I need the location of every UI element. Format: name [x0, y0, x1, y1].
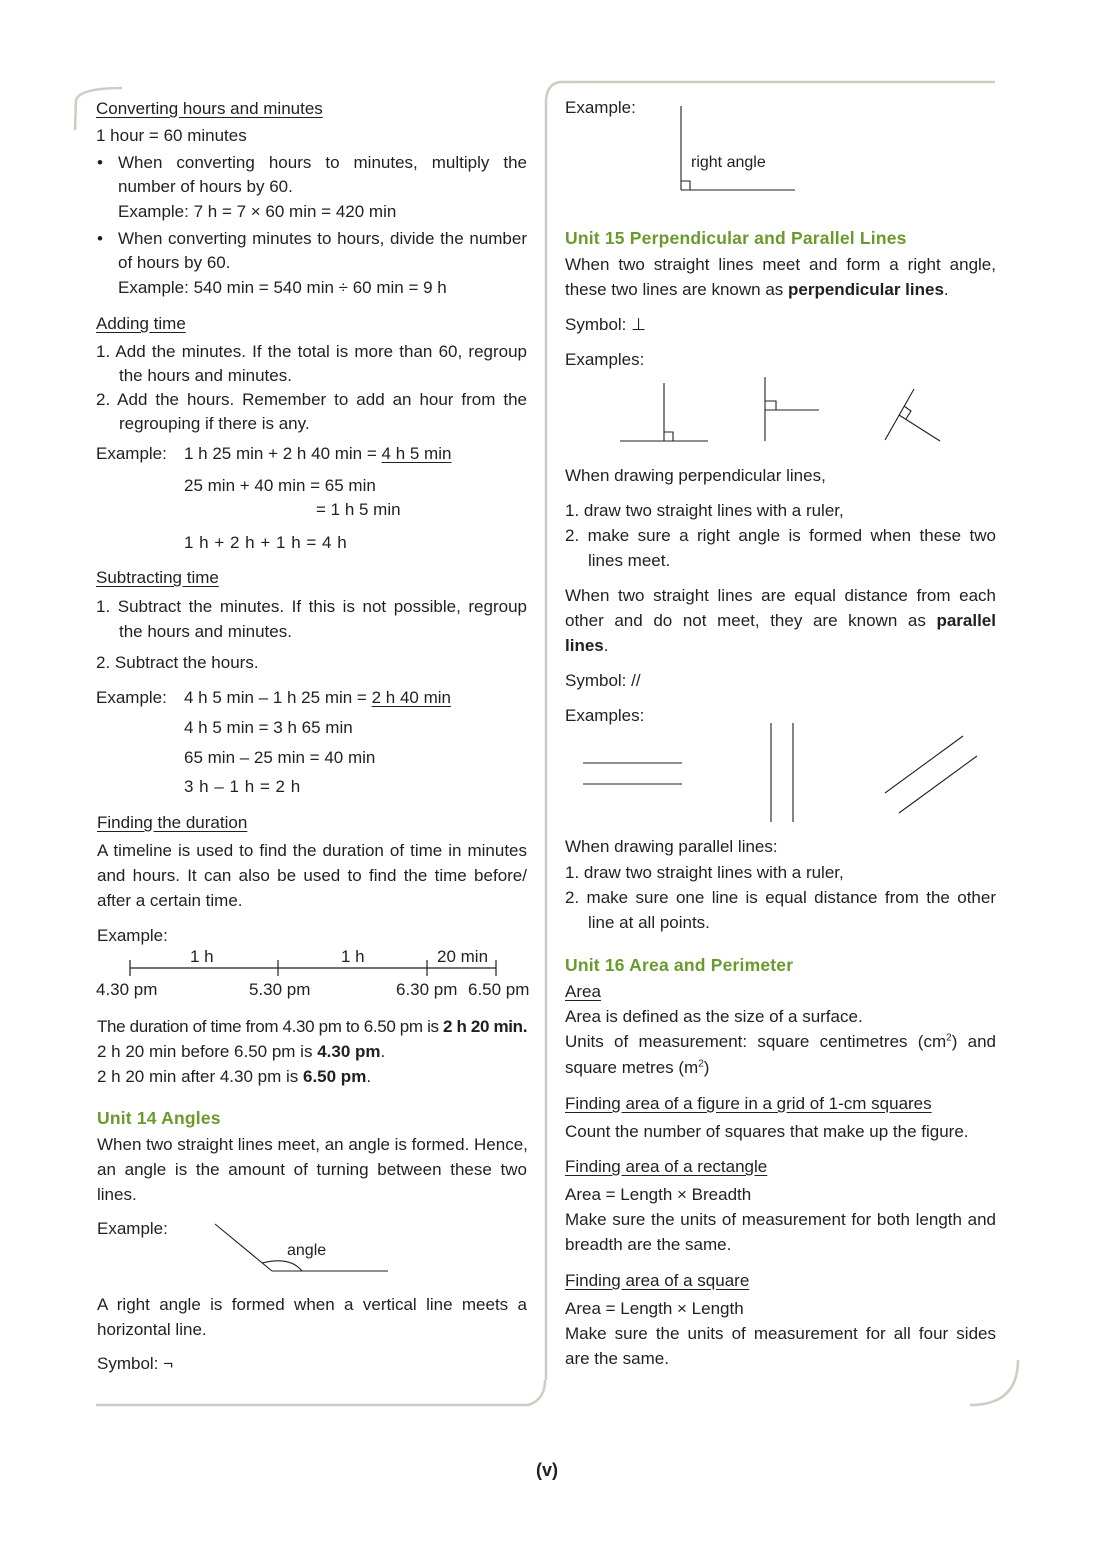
rectangle-area-note-1: Make sure the units of measurement for both length and: [565, 1210, 996, 1229]
converting-bullet-2-line-1: When converting minutes to hours, divide the number: [118, 229, 527, 248]
square-area-heading: Finding area of a square: [565, 1271, 750, 1290]
square-area-note-2: are the same.: [565, 1349, 669, 1368]
parallel-draw-step-1: 1. draw two straight lines with a ruler,: [565, 863, 844, 882]
unit-14-heading: Unit 14 Angles: [97, 1108, 221, 1128]
adding-example-label: Example:: [96, 444, 167, 463]
subtracting-step-1-line-1: 1. Subtract the minutes. If this is not possible, regroup: [96, 597, 527, 616]
rectangle-area-formula: Area = Length × Breadth: [565, 1185, 752, 1204]
converting-bullet-1-line-2: number of hours by 60.: [118, 177, 293, 196]
angle-label: angle: [287, 1242, 327, 1259]
converting-bullet-2-line-2: of hours by 60.: [118, 253, 231, 272]
bullet-icon: •: [97, 153, 103, 172]
subtracting-step-1-line-2: the hours and minutes.: [119, 622, 292, 641]
parallel-draw-step-2-line-2: line at all points.: [588, 913, 710, 932]
subtracting-step-2: 2. Subtract the hours.: [96, 653, 259, 672]
area-heading: Area: [565, 982, 601, 1001]
right-angle-text-2: horizontal line.: [97, 1320, 207, 1339]
angle-example-label: Example:: [97, 1219, 168, 1238]
timeline-time-1: 4.30 pm: [96, 980, 158, 999]
timeline-segment-label-2: 1 h: [341, 947, 365, 966]
square-area-formula: Area = Length × Length: [565, 1299, 744, 1318]
duration-heading: Finding the duration: [97, 813, 248, 832]
right-angle-label: right angle: [691, 154, 766, 171]
grid-area-text: Count the number of squares that make up the figure.: [565, 1122, 969, 1141]
adding-working-3: 1 h + 2 h + 1 h = 4 h: [184, 533, 347, 552]
parallel-draw-intro: When drawing parallel lines:: [565, 837, 778, 856]
adding-example-answer: 4 h 5 min: [381, 444, 452, 463]
adding-step-1-line-1: 1. Add the minutes. If the total is more than 60, regroup: [96, 342, 527, 361]
adding-time-heading: Adding time: [96, 314, 186, 333]
duration-result-1: The duration of time from 4.30 pm to 6.50 pm is 2 h 20 min.: [97, 1017, 528, 1036]
subtracting-working-3: 3 h – 1 h = 2 h: [184, 777, 301, 796]
perpendicular-draw-step-1: 1. draw two straight lines with a ruler,: [565, 501, 844, 520]
unit-15-heading: Unit 15 Perpendicular and Parallel Lines: [565, 228, 907, 248]
duration-result-2: 2 h 20 min before 6.50 pm is 4.30 pm.: [97, 1042, 386, 1061]
perpendicular-draw-intro: When drawing perpendicular lines,: [565, 466, 826, 485]
perpendicular-draw-step-2-line-1: 2. make sure a right angle is formed when these two: [565, 526, 996, 545]
unit-14-text-2: an angle is the amount of turning between these two: [97, 1160, 527, 1179]
converting-heading: Converting hours and minutes: [96, 99, 323, 118]
unit-16-heading: Unit 16 Area and Perimeter: [565, 955, 794, 975]
subtracting-working-1: 4 h 5 min = 3 h 65 min: [184, 718, 353, 737]
unit-14-text-1: When two straight lines meet, an angle is formed. Hence,: [97, 1135, 528, 1154]
timeline-time-2: 5.30 pm: [249, 980, 311, 999]
adding-working-1: 25 min + 40 min = 65 min: [184, 476, 376, 495]
perpendicular-draw-step-2-line-2: lines meet.: [588, 551, 671, 570]
timeline-segment-label-3: 20 min: [437, 947, 489, 966]
grid-area-heading: Finding area of a figure in a grid of 1-cm squares: [565, 1094, 932, 1113]
right-angle-example-label: Example:: [565, 98, 636, 117]
adding-example: 1 h 25 min + 2 h 40 min = 4 h 5 min: [184, 444, 452, 463]
parallel-text-2: other and do not meet, they are known as parallel: [565, 611, 996, 630]
parallel-draw-step-2-line-1: 2. make sure one line is equal distance from the other: [565, 888, 996, 907]
subtracting-working-2: 65 min – 25 min = 40 min: [184, 748, 376, 767]
adding-step-2-line-1: 2. Add the hours. Remember to add an hour from the: [96, 390, 527, 409]
square-area-note-1: Make sure the units of measurement for all four sides: [565, 1324, 996, 1343]
bullet-icon: •: [97, 229, 103, 248]
duration-text-1: A timeline is used to find the duration of time in minutes: [97, 841, 527, 860]
subtracting-example-answer: 2 h 40 min: [371, 688, 451, 707]
right-angle-text-1: A right angle is formed when a vertical line meets a: [97, 1295, 527, 1314]
duration-text-3: after a certain time.: [97, 891, 243, 910]
rectangle-area-heading: Finding area of a rectangle: [565, 1157, 768, 1176]
timeline-time-4: 6.50 pm: [468, 980, 530, 999]
adding-step-1-line-2: the hours and minutes.: [119, 366, 292, 385]
page-number: (v): [536, 1460, 558, 1480]
timeline-segment-label-1: 1 h: [190, 947, 214, 966]
unit-15-text-2: these two lines are known as perpendicular lines.: [565, 280, 949, 299]
subtracting-example: 4 h 5 min – 1 h 25 min = 2 h 40 min: [184, 688, 451, 707]
area-units-line-1: Units of measurement: square centimetres $(cm^2)$ and: [565, 1032, 996, 1051]
timeline-time-3: 6.30 pm: [396, 980, 458, 999]
parallel-text-3: lines.: [565, 636, 609, 655]
unit-14-text-3: lines.: [97, 1185, 137, 1204]
area-definition: Area is defined as the size of a surface.: [565, 1007, 863, 1026]
subtracting-example-label: Example:: [96, 688, 167, 707]
converting-example-2: Example: 540 min = 540 min ÷ 60 min = 9 h: [118, 278, 447, 297]
perpendicular-symbol-glyph: ⊥: [631, 315, 646, 334]
parallel-symbol: Symbol: //: [565, 671, 641, 690]
right-angle-symbol: Symbol: ¬: [97, 1354, 174, 1373]
parallel-examples-label: Examples:: [565, 706, 645, 725]
duration-text-2: and hours. It can also be used to find the time before/: [97, 866, 527, 885]
converting-example-1: Example: 7 h = 7 × 60 min = 420 min: [118, 202, 397, 221]
subtracting-time-heading: Subtracting time: [96, 568, 219, 587]
adding-step-2-line-2: regrouping if there is any.: [119, 414, 310, 433]
converting-fact: 1 hour = 60 minutes: [96, 126, 247, 145]
duration-example-label: Example:: [97, 926, 168, 945]
duration-result-3: 2 h 20 min after 4.30 pm is 6.50 pm.: [97, 1067, 372, 1086]
area-units-line-2: square metres $(m^2)$: [565, 1058, 710, 1077]
adding-working-2: = 1 h 5 min: [316, 500, 401, 519]
parallel-text-1: When two straight lines are equal distance from each: [565, 586, 996, 605]
perpendicular-examples-label: Examples:: [565, 350, 645, 369]
perpendicular-symbol: Symbol: ⊥: [565, 315, 646, 334]
converting-bullet-1-line-1: When converting hours to minutes, multiply the: [118, 153, 527, 172]
unit-15-text-1: When two straight lines meet and form a right angle,: [565, 255, 996, 274]
rectangle-area-note-2: breadth are the same.: [565, 1235, 732, 1254]
